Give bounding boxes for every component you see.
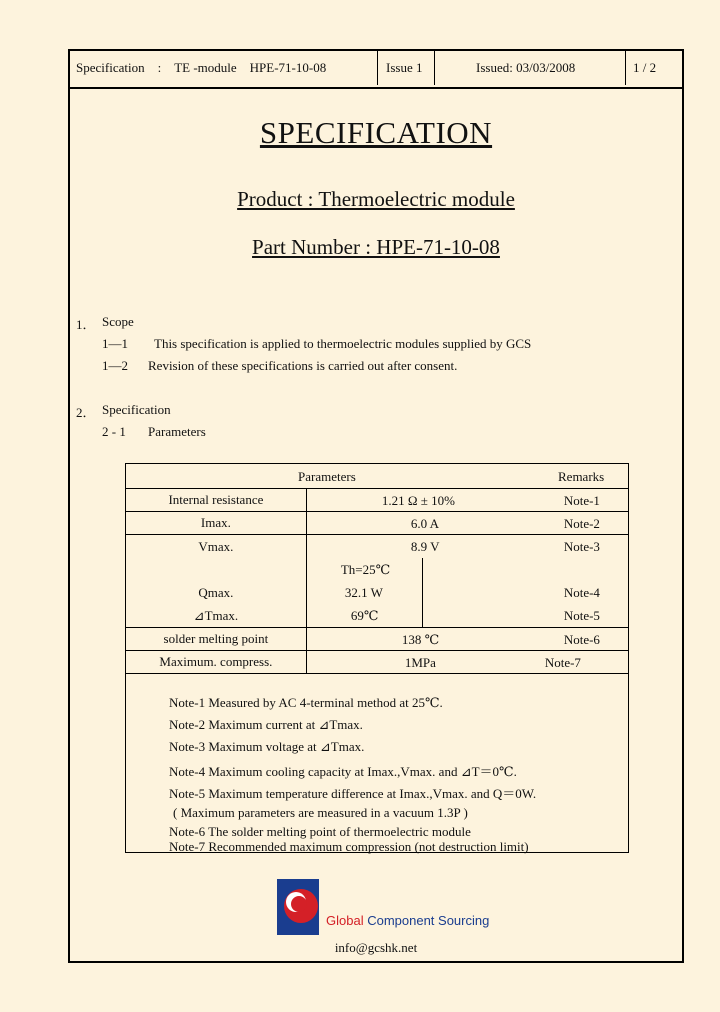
company-name-global: Global [326,913,364,928]
table-row [126,489,629,512]
param-name: solder melting point [126,628,307,651]
spec-number: 2． [76,405,96,420]
param-value: 138 ℃ [401,632,440,647]
header-divider [434,51,435,85]
table-row [126,651,629,674]
param-value: 1.21 Ω ± 10% [381,493,455,508]
page-number: 1 / 2 [633,60,657,75]
scope-item-number: 1—1 [102,336,128,351]
param-value: 8.9 V [410,539,440,554]
note-line: Note-1 Measured by AC 4-terminal method at 25℃. [169,695,443,710]
table-row [126,512,629,535]
scope-title: Scope [102,314,134,329]
param-remark: Note-1 [563,493,600,508]
part-number-title: Part Number : HPE-71-10-08 [252,235,500,259]
header-divider [377,51,378,85]
parameters-subtitle: Parameters [148,424,206,439]
param-remark: Note-2 [563,516,600,531]
contact-email[interactable]: info@gcshk.net [334,940,418,955]
company-name-rest: Component Sourcing [367,913,490,928]
note-line: Note-4 Maximum cooling capacity at Imax.,Vmax. and ⊿T＝0℃. [169,764,517,779]
note-line: Note-7 Recommended maximum compression (not destruction limit) [169,839,529,854]
column-divider [422,558,423,627]
param-remark: Note-7 [544,655,581,670]
param-name: ⊿Tmax. [193,608,239,623]
product-title: Product : Thermoelectric module [237,187,515,211]
document-frame [68,49,684,963]
param-name: Imax. [126,512,307,535]
note-line: ( Maximum parameters are measured in a vacuum 1.3P ) [173,805,468,820]
company-name [326,913,489,928]
note-line: Note-5 Maximum temperature difference at Imax.,Vmax. and Q＝0W. [169,786,537,801]
issue-label: Issue 1 [386,60,423,75]
condition-label: Th=25℃ [340,562,391,577]
param-value: 69℃ [350,608,379,623]
param-name-group [126,535,307,628]
doc-label: Specification : TE -module HPE-71-10-08 [76,60,327,75]
note-line: Note-6 The solder melting point of thermoelectric module [169,824,471,839]
header-divider [625,51,626,85]
gcs-logo-icon [277,879,319,935]
page-title: SPECIFICATION [259,115,493,150]
param-name: Vmax. [198,539,234,554]
table-header-row [126,464,629,489]
param-value-group [306,535,628,628]
note-line: Note-2 Maximum current at ⊿Tmax. [169,717,363,732]
param-value: 32.1 W [344,585,383,600]
param-remark: Note-5 [563,608,600,623]
param-name: Internal resistance [126,489,307,512]
scope-item-number: 1—2 [102,358,128,373]
spec-title: Specification [102,402,171,417]
scope-number: 1． [76,317,96,332]
param-remark: Note-6 [563,632,600,647]
table-header-remarks: Remarks [558,469,605,484]
param-name: Maximum. compress. [126,651,307,674]
param-value: 6.0 A [410,516,439,531]
scope-item-text: This specification is applied to thermoelectric modules supplied by GCS [154,336,532,351]
table-header-parameters: Parameters [298,469,356,484]
table-row [126,628,629,651]
param-name: Qmax. [198,585,234,600]
param-value: 1MPa [404,655,436,670]
note-line: Note-3 Maximum voltage at ⊿Tmax. [169,739,365,754]
param-remark: Note-4 [563,585,600,600]
parameters-number: 2 - 1 [102,424,126,439]
issued-date: Issued: 03/03/2008 [476,60,576,75]
param-remark: Note-3 [563,539,600,554]
scope-item-text: Revision of these specifications is carried out after consent. [148,358,458,373]
header-bar [70,51,682,89]
